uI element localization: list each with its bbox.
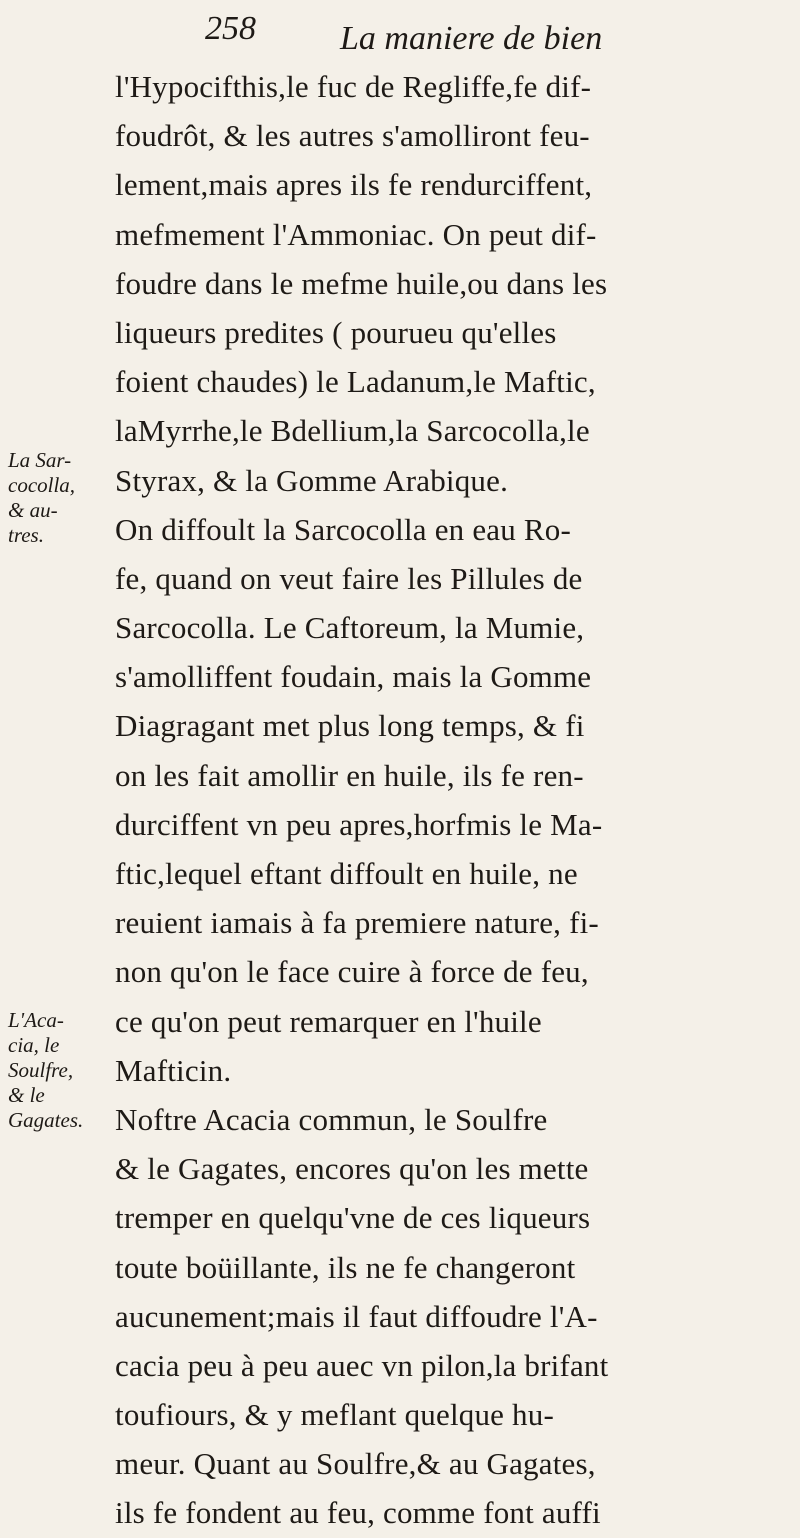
margin-note-line: Soulfre,: [8, 1058, 74, 1082]
text-line: Mafticin.: [115, 1052, 232, 1088]
text-line: ils fe fondent au feu, comme font auffi: [115, 1495, 601, 1531]
margin-note-line: Gagates.: [8, 1108, 84, 1132]
text-line: Diagragant met plus long temps, & fi: [115, 708, 585, 744]
text-line: foudre dans le mefme huile,ou dans les: [115, 265, 608, 301]
text-line: durciffent vn peu apres,horfmis le Ma-: [115, 806, 603, 842]
text-line: Sarcocolla. Le Caftoreum, la Mumie,: [115, 610, 585, 646]
text-line: laMyrrhe,le Bdellium,la Sarcocolla,le: [115, 413, 590, 449]
text-line: reuient iamais à fa premiere nature, fi-: [115, 905, 599, 941]
running-head: La maniere de bien: [340, 20, 603, 57]
margin-note: [8, 1008, 83, 1133]
text-line: mefmement l'Ammoniac. On peut dif-: [115, 216, 597, 252]
margin-note-line: & au-: [8, 498, 58, 522]
page-number: 258: [205, 10, 256, 47]
text-line: Noftre Acacia commun, le Soulfre: [115, 1101, 548, 1137]
margin-note-line: tres.: [8, 523, 44, 547]
text-line: foient chaudes) le Ladanum,le Maftic,: [115, 364, 596, 400]
text-line: On diffoult la Sarcocolla en eau Ro-: [115, 511, 571, 547]
text-line: ce qu'on peut remarquer en l'huile: [115, 1003, 542, 1039]
text-line: on les fait amollir en huile, ils fe ren-: [115, 757, 584, 793]
text-line: cacia peu à peu auec vn pilon,la brifant: [115, 1347, 609, 1383]
text-line: lement,mais apres ils fe rendurciffent,: [115, 167, 593, 203]
text-line: aucunement;mais il faut diffoudre l'A-: [115, 1298, 598, 1334]
text-line: ftic,lequel eftant diffoult en huile, ne: [115, 856, 578, 891]
text-line: tremper en quelqu'vne de ces liqueurs: [115, 1200, 591, 1236]
text-line: liqueurs predites ( pourueu qu'elles: [115, 314, 557, 350]
text-line: toufiours, & y meflant quelque hu-: [115, 1397, 554, 1433]
text-line: s'amolliffent foudain, mais la Gomme: [115, 659, 592, 695]
body-text: [115, 62, 785, 1538]
text-line: non qu'on le face cuire à force de feu,: [115, 954, 589, 990]
margin-note: [8, 448, 75, 548]
margin-note-line: L'Aca-: [8, 1008, 64, 1032]
text-line: l'Hypocifthis,le fuc de Regliffe,fe dif-: [115, 69, 592, 104]
margin-note-line: cia, le: [8, 1033, 60, 1057]
text-line: Styrax, & la Gomme Arabique.: [115, 462, 509, 498]
text-line: & le Gagates, encores qu'on les mette: [115, 1151, 589, 1187]
margin-note-line: & le: [8, 1083, 45, 1107]
margin-note-line: La Sar-: [8, 448, 72, 472]
text-line: foudrôt, & les autres s'amolliront feu-: [115, 118, 590, 154]
page-header: [0, 10, 800, 60]
text-line: meur. Quant au Soulfre,& au Gagates,: [115, 1446, 596, 1482]
margin-note-line: cocolla,: [8, 473, 76, 497]
text-line: fe, quand on veut faire les Pillules de: [115, 560, 583, 596]
text-line: toute boüillante, ils ne fe changeront: [115, 1249, 576, 1285]
